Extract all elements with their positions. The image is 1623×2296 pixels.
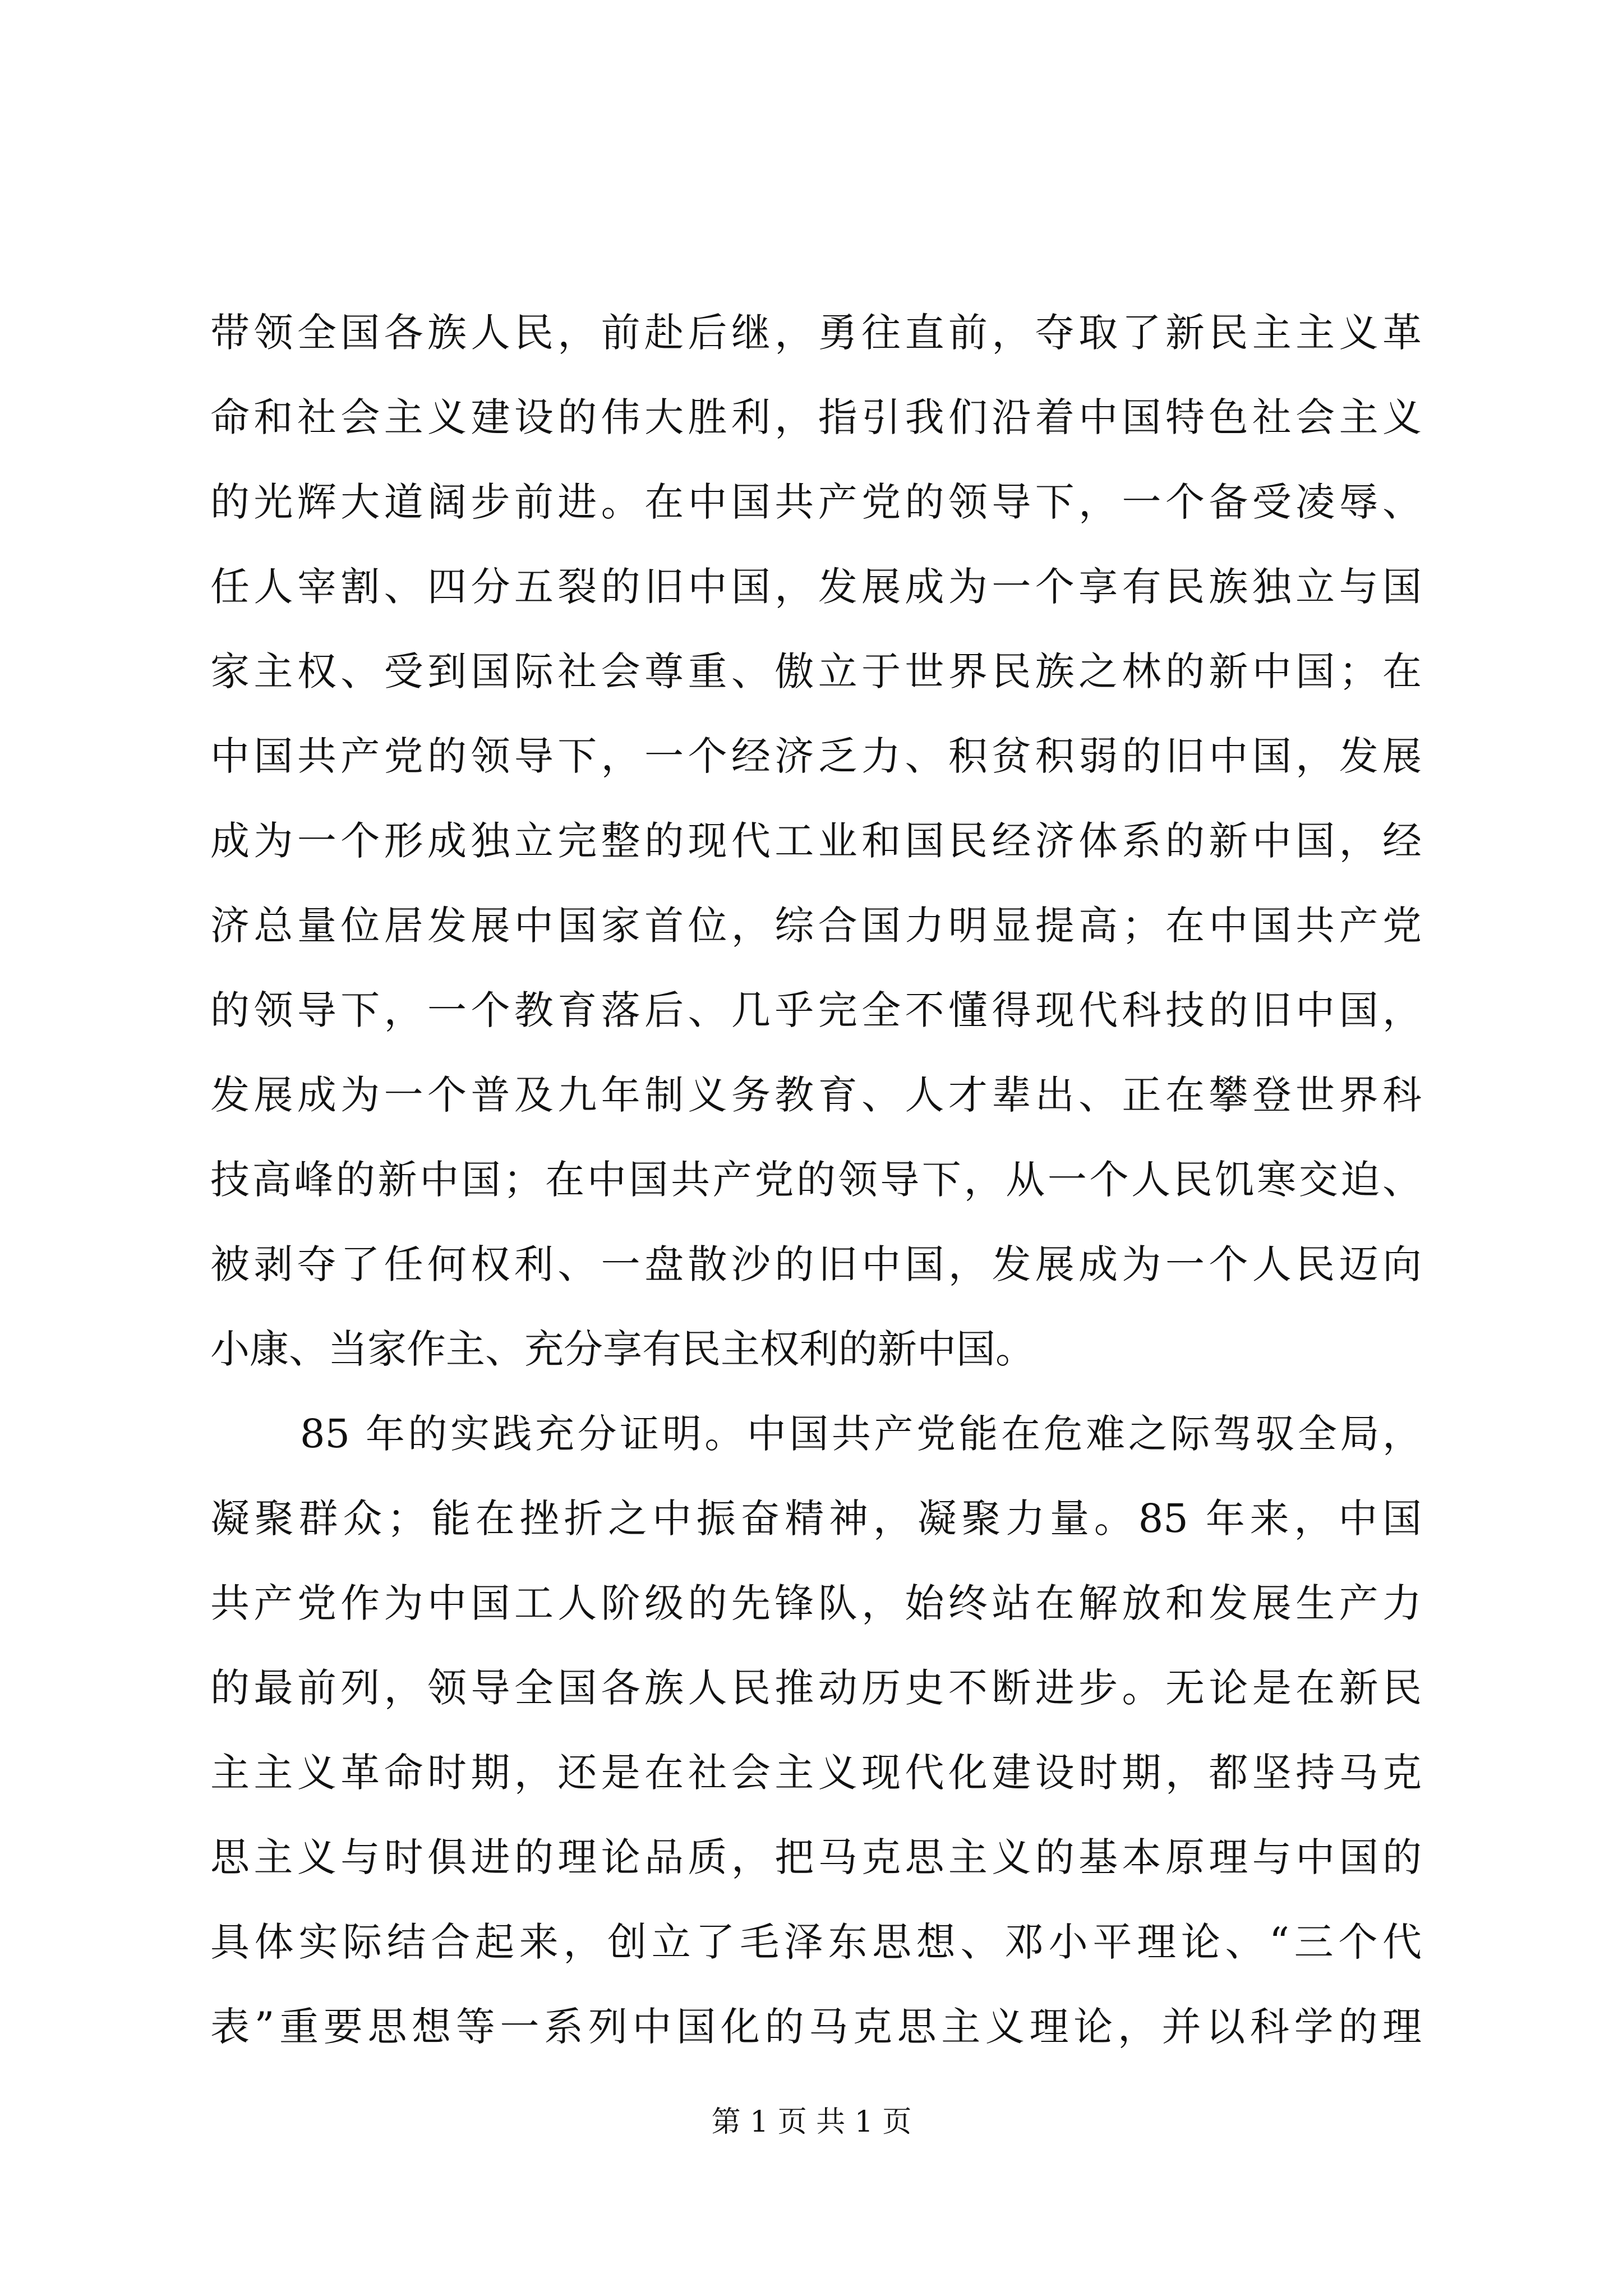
paragraph-2 xyxy=(210,1392,1422,2069)
text-line: 家主权、受到国际社会尊重、傲立于世界民族之林的新中国；在 xyxy=(210,648,1422,694)
paragraph-1 xyxy=(210,291,1422,1392)
text-line: 命和社会主义建设的伟大胜利，指引我们沿着中国特色社会主义 xyxy=(210,394,1422,440)
text-line: 技高峰的新中国；在中国共产党的领导下，从一个人民饥寒交迫、 xyxy=(210,1157,1422,1203)
document-body xyxy=(210,291,1422,2069)
text-line: 凝聚群众；能在挫折之中振奋精神，凝聚力量。85 年来，中国 xyxy=(210,1496,1422,1542)
text-line: 小康、当家作主、充分享有民主权利的新中国。 xyxy=(210,1326,1035,1372)
text-line: 85 年的实践充分证明。中国共产党能在危难之际驾驭全局， xyxy=(300,1411,1422,1457)
text-line: 发展成为一个普及九年制义务教育、人才辈出、正在攀登世界科 xyxy=(210,1072,1422,1118)
text-line: 思主义与时俱进的理论品质，把马克思主义的基本原理与中国的 xyxy=(210,1834,1422,1880)
text-line: 成为一个形成独立完整的现代工业和国民经济体系的新中国，经 xyxy=(210,818,1422,864)
text-line: 主主义革命时期，还是在社会主义现代化建设时期，都坚持马克 xyxy=(210,1750,1422,1796)
text-line: 共产党作为中国工人阶级的先锋队，始终站在解放和发展生产力 xyxy=(210,1580,1422,1626)
text-line: 带领全国各族人民，前赴后继，勇往直前，夺取了新民主主义革 xyxy=(210,310,1422,356)
text-line: 被剥夺了任何权利、一盘散沙的旧中国，发展成为一个人民迈向 xyxy=(210,1241,1422,1287)
text-line: 表”重要思想等一系列中国化的马克思主义理论，并以科学的理 xyxy=(210,2004,1422,2050)
text-line: 的领导下，一个教育落后、几乎完全不懂得现代科技的旧中国， xyxy=(210,987,1422,1033)
text-line: 任人宰割、四分五裂的旧中国，发展成为一个享有民族独立与国 xyxy=(210,564,1422,610)
page-footer: 第 1 页 共 1 页 xyxy=(711,2105,912,2139)
text-line: 的光辉大道阔步前进。在中国共产党的领导下，一个备受凌辱、 xyxy=(210,479,1422,525)
text-line: 的最前列，领导全国各族人民推动历史不断进步。无论是在新民 xyxy=(210,1665,1422,1711)
text-line: 中国共产党的领导下，一个经济乏力、积贫积弱的旧中国，发展 xyxy=(210,733,1422,779)
text-line: 具体实际结合起来，创立了毛泽东思想、邓小平理论、“三个代 xyxy=(210,1919,1422,1965)
text-line: 济总量位居发展中国家首位，综合国力明显提高；在中国共产党 xyxy=(210,903,1422,949)
